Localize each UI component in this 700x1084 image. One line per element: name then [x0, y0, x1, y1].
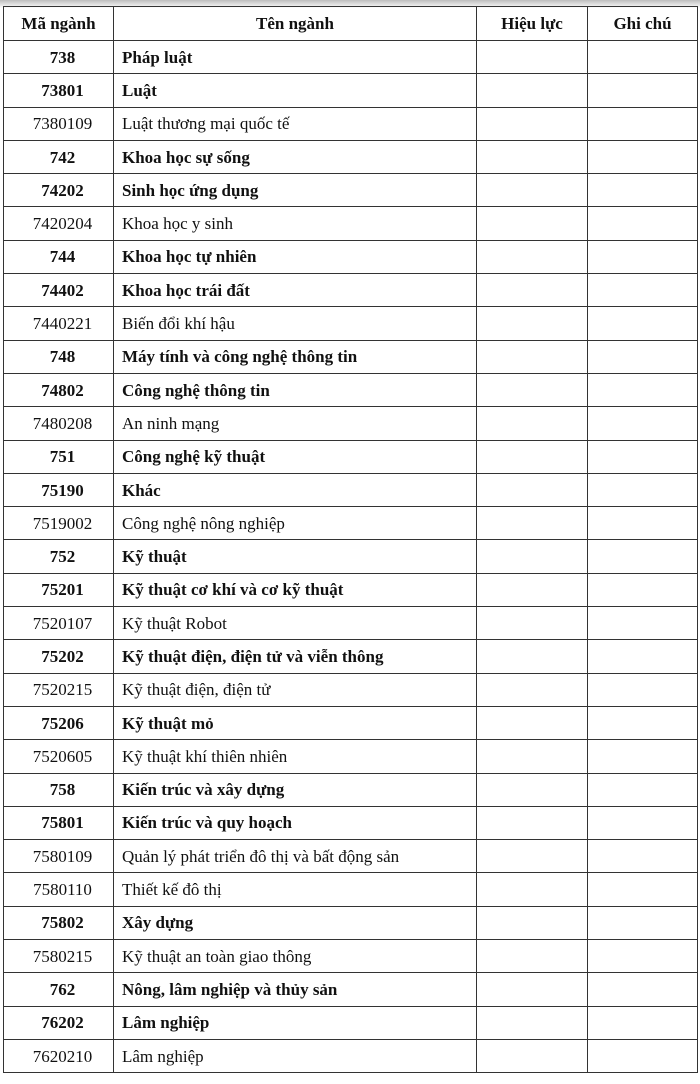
note-cell [588, 440, 698, 473]
validity-cell [477, 840, 588, 873]
table-row [4, 407, 698, 440]
major-code-cell: 758 [4, 773, 114, 806]
header-row [4, 7, 698, 41]
major-name-cell: Biến đổi khí hậu [114, 307, 477, 340]
table-row [4, 740, 698, 773]
major-name-cell: Kiến trúc và xây dựng [114, 773, 477, 806]
table-row [4, 706, 698, 739]
validity-cell [477, 540, 588, 573]
table-row [4, 607, 698, 640]
major-name-cell: Kỹ thuật điện, điện tử và viễn thông [114, 640, 477, 673]
note-cell [588, 773, 698, 806]
validity-cell [477, 906, 588, 939]
table-body [4, 41, 698, 1073]
validity-cell [477, 673, 588, 706]
major-code-cell: 75801 [4, 806, 114, 839]
major-name-cell: Kỹ thuật điện, điện tử [114, 673, 477, 706]
major-code-cell: 752 [4, 540, 114, 573]
major-name-cell: Công nghệ kỹ thuật [114, 440, 477, 473]
major-name-cell: An ninh mạng [114, 407, 477, 440]
note-cell [588, 140, 698, 173]
table-row [4, 573, 698, 606]
major-name-cell: Xây dựng [114, 906, 477, 939]
major-name-cell: Pháp luật [114, 41, 477, 74]
table-row [4, 773, 698, 806]
major-code-cell: 75206 [4, 706, 114, 739]
major-name-cell: Khác [114, 473, 477, 506]
table-row [4, 940, 698, 973]
major-code-cell: 74802 [4, 373, 114, 406]
validity-cell [477, 607, 588, 640]
major-name-cell: Khoa học trái đất [114, 274, 477, 307]
major-name-cell: Máy tính và công nghệ thông tin [114, 340, 477, 373]
header-note: Ghi chú [588, 7, 698, 41]
note-cell [588, 607, 698, 640]
header-code: Mã ngành [4, 7, 114, 41]
major-name-cell: Kỹ thuật khí thiên nhiên [114, 740, 477, 773]
major-code-cell: 7519002 [4, 507, 114, 540]
major-code-cell: 74402 [4, 274, 114, 307]
table-row [4, 507, 698, 540]
table-row [4, 540, 698, 573]
validity-cell [477, 240, 588, 273]
major-code-cell: 762 [4, 973, 114, 1006]
validity-cell [477, 773, 588, 806]
header-validity: Hiệu lực [477, 7, 588, 41]
validity-cell [477, 973, 588, 1006]
major-code-cell: 7520107 [4, 607, 114, 640]
table-row [4, 906, 698, 939]
note-cell [588, 307, 698, 340]
table-row [4, 307, 698, 340]
note-cell [588, 274, 698, 307]
major-name-cell: Nông, lâm nghiệp và thủy sản [114, 973, 477, 1006]
table-row [4, 373, 698, 406]
note-cell [588, 540, 698, 573]
table-row [4, 274, 698, 307]
validity-cell [477, 806, 588, 839]
note-cell [588, 107, 698, 140]
major-code-cell: 7520215 [4, 673, 114, 706]
note-cell [588, 640, 698, 673]
major-code-cell: 751 [4, 440, 114, 473]
major-code-cell: 75201 [4, 573, 114, 606]
note-cell [588, 1006, 698, 1039]
major-name-cell: Kỹ thuật an toàn giao thông [114, 940, 477, 973]
major-name-cell: Quản lý phát triển đô thị và bất động sản [114, 840, 477, 873]
major-name-cell: Công nghệ thông tin [114, 373, 477, 406]
header-name: Tên ngành [114, 7, 477, 41]
table-row [4, 207, 698, 240]
note-cell [588, 1039, 698, 1072]
major-code-cell: 7580109 [4, 840, 114, 873]
note-cell [588, 706, 698, 739]
table-row [4, 473, 698, 506]
table-row [4, 673, 698, 706]
table-row [4, 107, 698, 140]
validity-cell [477, 174, 588, 207]
major-name-cell: Lâm nghiệp [114, 1039, 477, 1072]
validity-cell [477, 41, 588, 74]
validity-cell [477, 340, 588, 373]
major-name-cell: Khoa học tự nhiên [114, 240, 477, 273]
major-code-cell: 7620210 [4, 1039, 114, 1072]
validity-cell [477, 1039, 588, 1072]
major-code-cell: 7480208 [4, 407, 114, 440]
major-code-cell: 7580110 [4, 873, 114, 906]
validity-cell [477, 440, 588, 473]
note-cell [588, 41, 698, 74]
major-code-cell: 75190 [4, 473, 114, 506]
validity-cell [477, 640, 588, 673]
validity-cell [477, 107, 588, 140]
validity-cell [477, 740, 588, 773]
validity-cell [477, 373, 588, 406]
note-cell [588, 74, 698, 107]
validity-cell [477, 307, 588, 340]
major-name-cell: Khoa học y sinh [114, 207, 477, 240]
major-name-cell: Luật [114, 74, 477, 107]
major-code-cell: 7440221 [4, 307, 114, 340]
table-row [4, 240, 698, 273]
table-row [4, 840, 698, 873]
note-cell [588, 740, 698, 773]
major-name-cell: Kỹ thuật cơ khí và cơ kỹ thuật [114, 573, 477, 606]
major-code-cell: 738 [4, 41, 114, 74]
table-row [4, 1039, 698, 1072]
major-code-cell: 75802 [4, 906, 114, 939]
validity-cell [477, 706, 588, 739]
note-cell [588, 973, 698, 1006]
major-name-cell: Kỹ thuật [114, 540, 477, 573]
table-row [4, 74, 698, 107]
major-name-cell: Kiến trúc và quy hoạch [114, 806, 477, 839]
major-code-cell: 7380109 [4, 107, 114, 140]
table-row [4, 174, 698, 207]
major-code-cell: 7580215 [4, 940, 114, 973]
note-cell [588, 573, 698, 606]
note-cell [588, 174, 698, 207]
note-cell [588, 940, 698, 973]
validity-cell [477, 873, 588, 906]
major-code-cell: 74202 [4, 174, 114, 207]
table-row [4, 41, 698, 74]
table-row [4, 806, 698, 839]
major-name-cell: Sinh học ứng dụng [114, 174, 477, 207]
table-row [4, 640, 698, 673]
note-cell [588, 673, 698, 706]
note-cell [588, 240, 698, 273]
major-name-cell: Kỹ thuật mỏ [114, 706, 477, 739]
note-cell [588, 806, 698, 839]
validity-cell [477, 473, 588, 506]
major-code-cell: 7420204 [4, 207, 114, 240]
validity-cell [477, 940, 588, 973]
validity-cell [477, 274, 588, 307]
major-name-cell: Thiết kế đô thị [114, 873, 477, 906]
validity-cell [477, 207, 588, 240]
table-row [4, 440, 698, 473]
major-name-cell: Công nghệ nông nghiệp [114, 507, 477, 540]
note-cell [588, 873, 698, 906]
note-cell [588, 407, 698, 440]
note-cell [588, 507, 698, 540]
major-code-cell: 744 [4, 240, 114, 273]
major-name-cell: Luật thương mại quốc tế [114, 107, 477, 140]
major-name-cell: Kỹ thuật Robot [114, 607, 477, 640]
note-cell [588, 207, 698, 240]
major-name-cell: Lâm nghiệp [114, 1006, 477, 1039]
major-code-cell: 76202 [4, 1006, 114, 1039]
note-cell [588, 473, 698, 506]
validity-cell [477, 507, 588, 540]
note-cell [588, 840, 698, 873]
note-cell [588, 340, 698, 373]
majors-table [3, 6, 698, 1073]
major-code-cell: 73801 [4, 74, 114, 107]
major-code-cell: 742 [4, 140, 114, 173]
validity-cell [477, 407, 588, 440]
table-header [4, 7, 698, 41]
table-row [4, 140, 698, 173]
validity-cell [477, 573, 588, 606]
table-row [4, 873, 698, 906]
note-cell [588, 906, 698, 939]
validity-cell [477, 1006, 588, 1039]
major-code-cell: 75202 [4, 640, 114, 673]
note-cell [588, 373, 698, 406]
validity-cell [477, 140, 588, 173]
validity-cell [477, 74, 588, 107]
major-code-cell: 748 [4, 340, 114, 373]
table-row [4, 340, 698, 373]
major-code-cell: 7520605 [4, 740, 114, 773]
table-row [4, 973, 698, 1006]
table-row [4, 1006, 698, 1039]
major-name-cell: Khoa học sự sống [114, 140, 477, 173]
